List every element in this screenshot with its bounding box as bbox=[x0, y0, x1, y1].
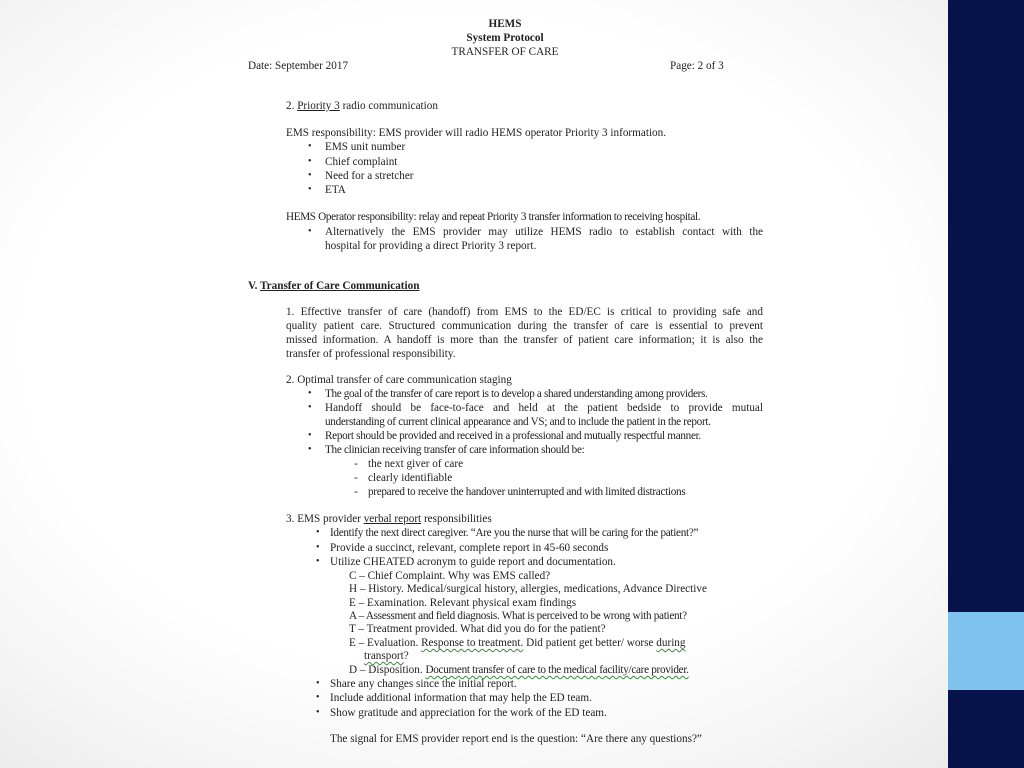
signal-statement: The signal for EMS provider report end is the question: “Are there any questions?” bbox=[330, 733, 702, 745]
text-line: understanding of current clinical appearance and VS; and to include the patient in the report. bbox=[325, 416, 711, 428]
section-v-heading bbox=[248, 279, 419, 293]
priority3-heading bbox=[286, 99, 438, 113]
bullet-icon: • bbox=[316, 707, 320, 718]
list-item: Utilize CHEATED acronym to guide report and documentation. bbox=[330, 556, 616, 568]
text-line: missed information. A handoff is more than the transfer of patient care information; it is also the bbox=[286, 334, 763, 346]
doc-title: HEMS bbox=[488, 18, 522, 30]
sub-list-item: the next giver of care bbox=[368, 458, 464, 470]
list-item: Report should be provided and received in a professional and mutually respectful manner. bbox=[325, 430, 701, 442]
priority3-heading-underlined: Priority 3 bbox=[297, 100, 340, 112]
evaluation-end: ? bbox=[403, 650, 409, 662]
list-item: Chief complaint bbox=[325, 156, 398, 168]
heading-suffix: responsibilities bbox=[421, 513, 492, 525]
sub-list-item: clearly identifiable bbox=[368, 472, 453, 484]
disposition-prefix: D – Disposition. bbox=[349, 664, 426, 676]
evaluation-underlined: Response to treatment. bbox=[421, 637, 524, 649]
paragraph-3-heading bbox=[286, 512, 492, 526]
disposition-underlined: Document transfer of care to the medical facility/care provider. bbox=[425, 664, 689, 676]
cheated-item: H – History. Medical/surgical history, allergies, medications, Advance Directive bbox=[349, 583, 707, 595]
cheated-item-evaluation bbox=[349, 636, 686, 650]
dash-icon: - bbox=[354, 486, 358, 498]
bullet-icon: • bbox=[316, 556, 320, 567]
bullet-icon: • bbox=[308, 402, 312, 413]
cheated-item-disposition bbox=[349, 663, 689, 677]
sub-list-item: prepared to receive the handover uninterrupted and with limited distractions bbox=[368, 486, 686, 498]
bullet-icon: • bbox=[308, 141, 312, 152]
text-line: transfer of professional responsibility. bbox=[286, 348, 456, 360]
bullet-icon: • bbox=[316, 542, 320, 553]
list-item bbox=[325, 401, 763, 429]
cheated-item: T – Treatment provided. What did you do for the patient? bbox=[349, 623, 606, 635]
evaluation-middle: Did patient get better/ worse bbox=[523, 637, 657, 649]
text-line: Handoff should be face-to-face and held at the patient bedside to provide mutual bbox=[325, 402, 763, 414]
cheated-item: A – Assessment and field diagnosis. What is perceived to be wrong with patient? bbox=[349, 610, 687, 622]
list-item: The clinician receiving transfer of care information should be: bbox=[325, 444, 585, 456]
list-item: EMS unit number bbox=[325, 141, 406, 153]
text-line: 1. Effective transfer of care (handoff) from EMS to the ED/EC is critical to providing safe and bbox=[286, 306, 763, 318]
bullet-icon: • bbox=[316, 692, 320, 703]
cheated-item: E – Examination. Relevant physical exam findings bbox=[349, 597, 577, 609]
heading-prefix: 3. EMS provider bbox=[286, 513, 364, 525]
list-item: Share any changes since the initial report. bbox=[330, 678, 517, 690]
dash-icon: - bbox=[354, 458, 358, 470]
list-item: Include additional information that may help the ED team. bbox=[330, 692, 592, 704]
bullet-icon: • bbox=[308, 226, 312, 237]
ems-responsibility: EMS responsibility: EMS provider will radio HEMS operator Priority 3 information. bbox=[286, 127, 667, 139]
heading-underlined: verbal report bbox=[363, 513, 422, 525]
section-title: Transfer of Care Communication bbox=[260, 280, 420, 292]
evaluation-underlined: during bbox=[656, 637, 686, 649]
priority3-heading-prefix: 2. bbox=[286, 100, 298, 112]
list-item: Provide a succinct, relevant, complete report in 45-60 seconds bbox=[330, 542, 609, 554]
evaluation-prefix: E – Evaluation. bbox=[349, 637, 422, 649]
paragraph-2-heading: 2. Optimal transfer of care communication staging bbox=[286, 374, 512, 386]
bullet-icon: • bbox=[308, 184, 312, 195]
cheated-item-evaluation-cont bbox=[364, 649, 409, 663]
list-item: Show gratitude and appreciation for the work of the ED team. bbox=[330, 707, 607, 719]
section-numeral: V. bbox=[248, 280, 261, 292]
slide-sidebar bbox=[948, 0, 1024, 768]
text-line: quality patient care. Structured communication during the transfer of care is essential to prevent bbox=[286, 320, 763, 332]
doc-date: Date: September 2017 bbox=[248, 60, 349, 72]
evaluation-underlined: transport bbox=[364, 650, 404, 662]
list-item: Need for a stretcher bbox=[325, 170, 414, 182]
priority3-heading-suffix: radio communication bbox=[339, 100, 438, 112]
sidebar-accent-band bbox=[948, 612, 1024, 690]
list-item: ETA bbox=[325, 184, 346, 196]
bullet-icon: • bbox=[308, 430, 312, 441]
operator-bullet-text bbox=[325, 225, 763, 253]
operator-responsibility: HEMS Operator responsibility: relay and repeat Priority 3 transfer information to receiving hospital. bbox=[286, 211, 701, 223]
bullet-icon: • bbox=[308, 444, 312, 455]
bullet-icon: • bbox=[316, 527, 320, 538]
bullet-icon: • bbox=[308, 170, 312, 181]
dash-icon: - bbox=[354, 472, 358, 484]
doc-section-title: TRANSFER OF CARE bbox=[451, 46, 559, 58]
paragraph-1 bbox=[286, 305, 763, 361]
cheated-item: C – Chief Complaint. Why was EMS called? bbox=[349, 570, 551, 582]
list-item: Identify the next direct caregiver. “Are you the nurse that will be caring for the patient?” bbox=[330, 527, 699, 539]
list-item: The goal of the transfer of care report is to develop a shared understanding among providers. bbox=[325, 388, 708, 400]
bullet-icon: • bbox=[308, 388, 312, 399]
text-line: hospital for providing a direct Priority 3 report. bbox=[325, 240, 537, 252]
bullet-icon: • bbox=[316, 678, 320, 689]
bullet-icon: • bbox=[308, 156, 312, 167]
text-line: Alternatively the EMS provider may utilize HEMS radio to establish contact with the bbox=[325, 226, 763, 238]
doc-page-number: Page: 2 of 3 bbox=[670, 60, 724, 72]
doc-subtitle: System Protocol bbox=[466, 32, 544, 44]
